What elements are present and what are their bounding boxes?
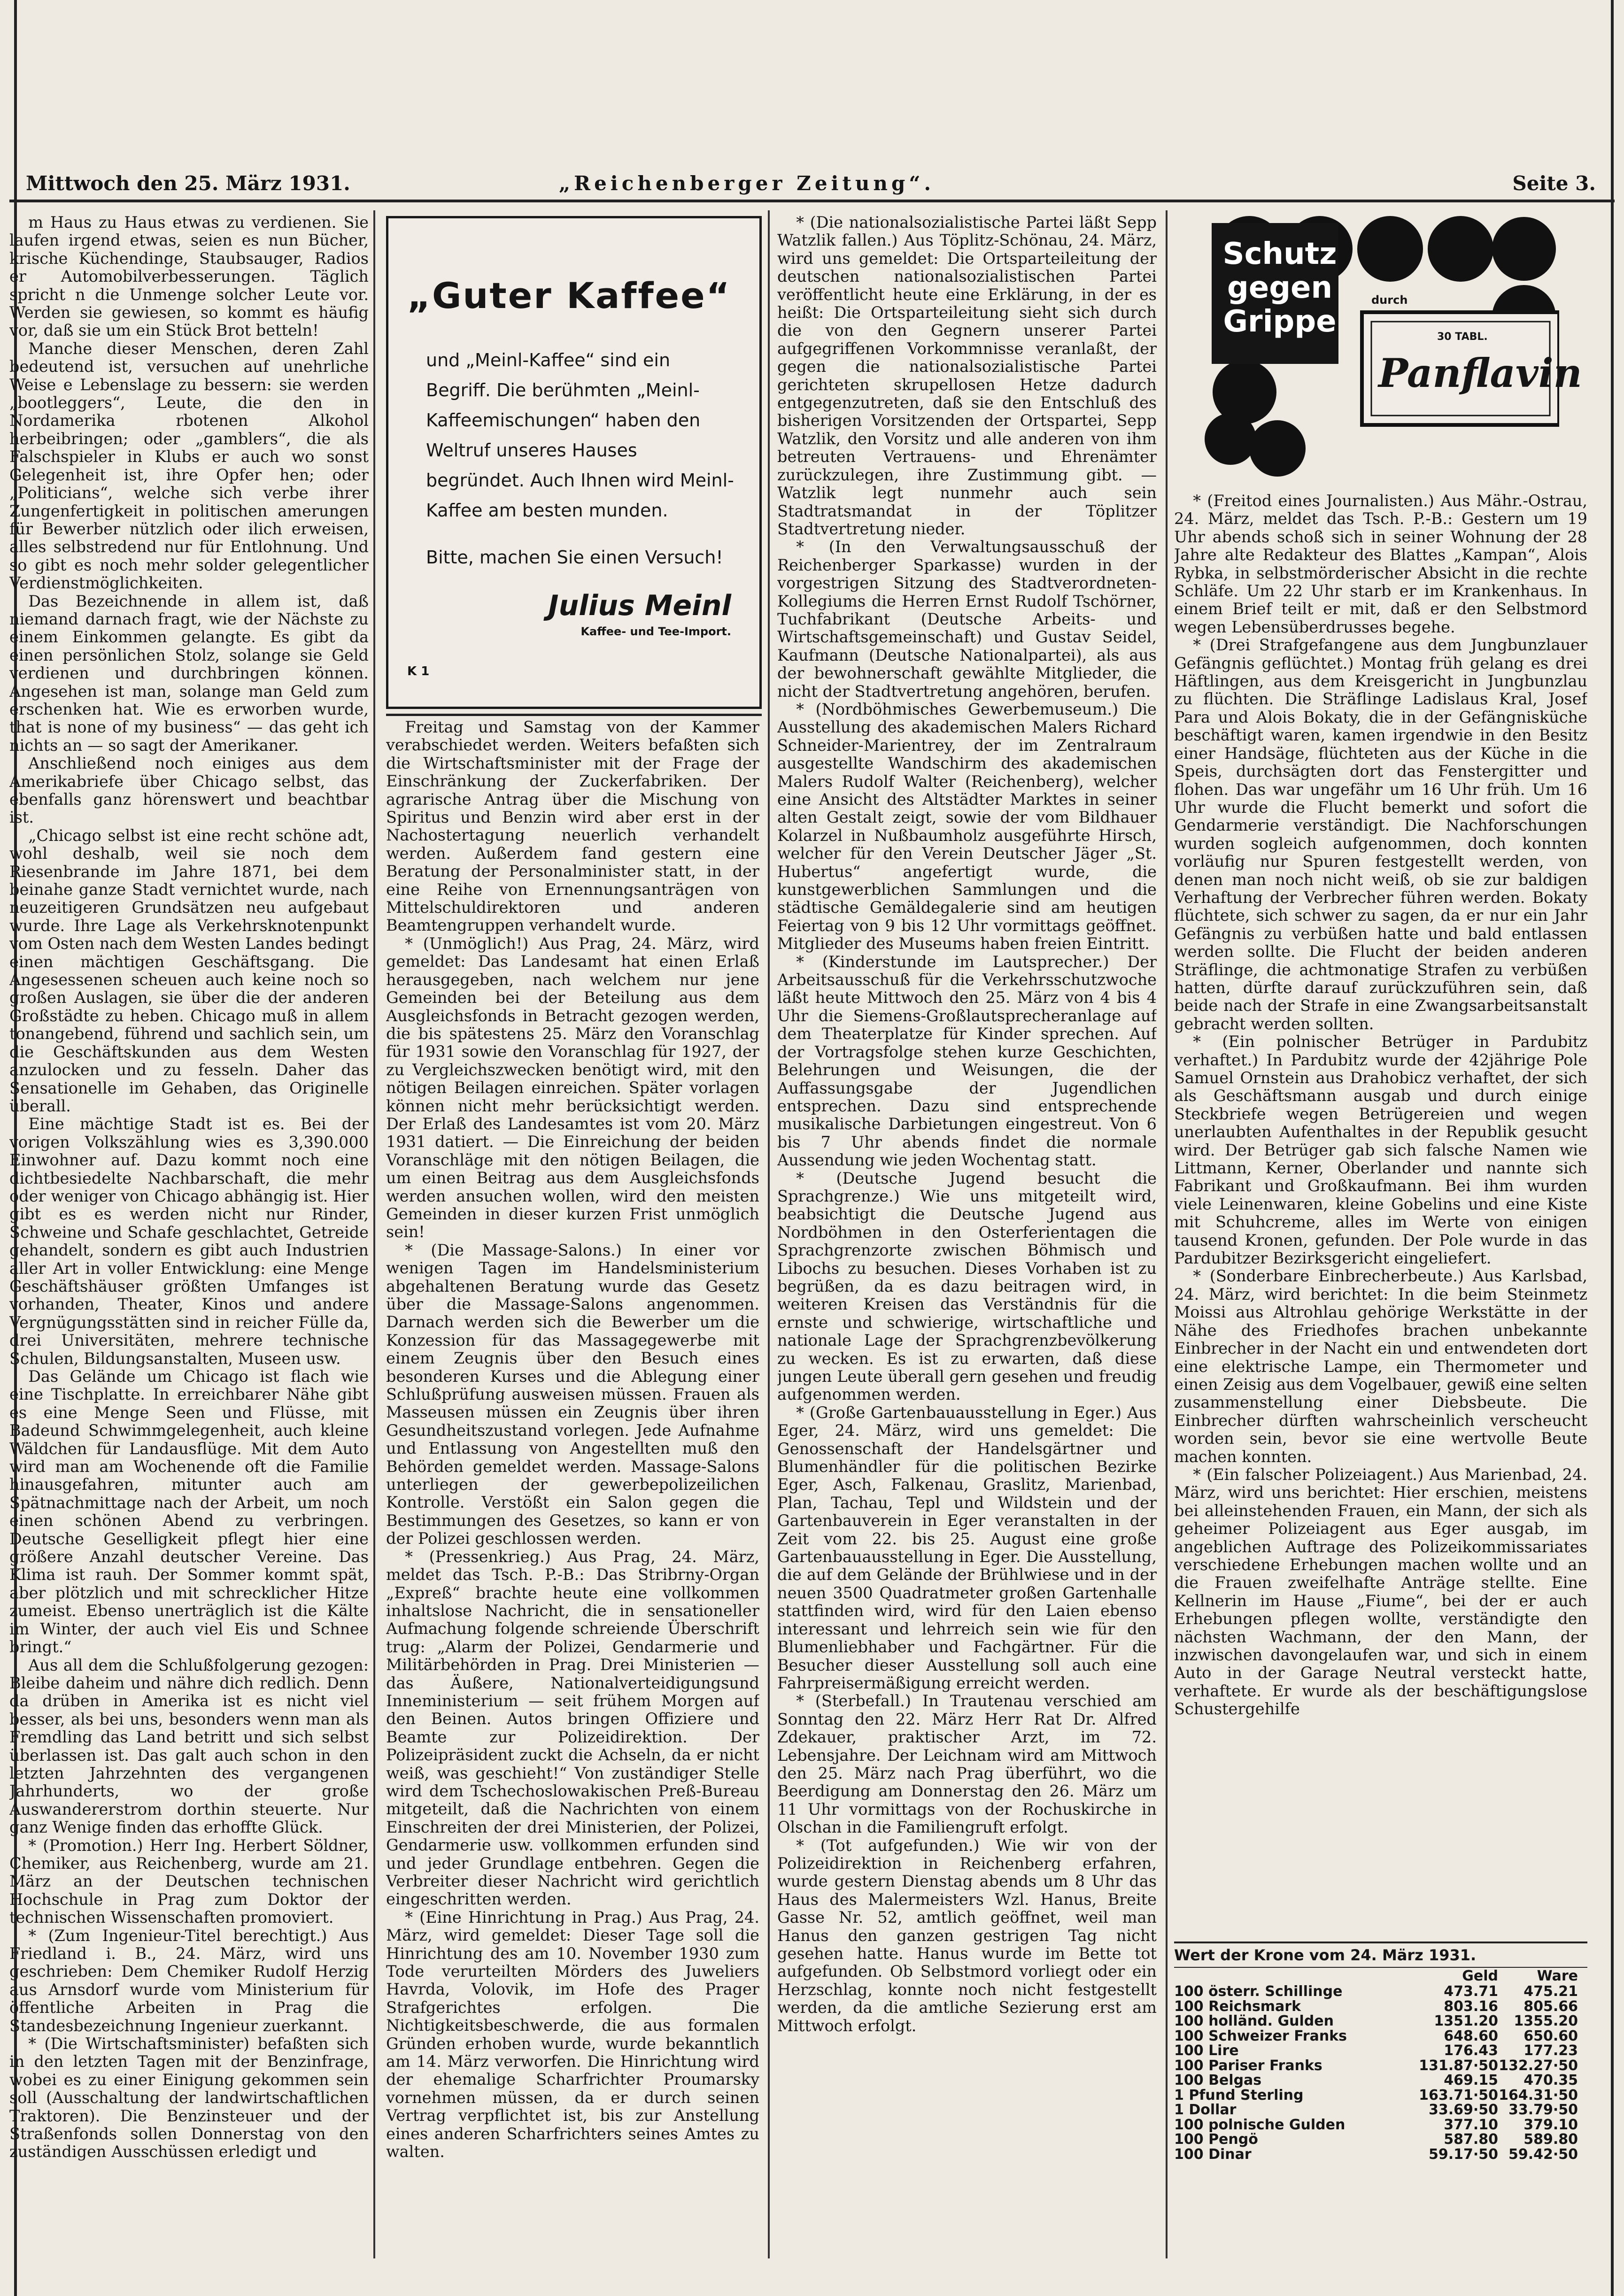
grippe-headline-line: Schutz <box>1222 237 1337 271</box>
column-3 <box>777 214 1157 2233</box>
col4-paragraph: * (Sonderbare Einbrecherbeute.) Aus Karlsbad, 24. März, wird berichtet: In die beim Steinmetz Moissi aus Altrohlau gehörige Werkstätte in der Nähe des Friedhofes brachen unbekannte Einbrecher in der Nacht ein und entwendeten dort eine elektrische Lampe, ein Thermometer und einen Zeisig aus dem Vogelbauer, gewiß eine selten zusammenstellung einer Diebsbeute. Die Einbrecher dürften wahrscheinlich verscheucht worden sein, bevor sie eine wertvolle Beute machen konnten. <box>1174 1267 1587 1466</box>
right-margin-rule <box>1611 0 1614 2296</box>
col3-paragraph: * (Tot aufgefunden.) Wie wir von der Polizeidirektion in Reichenberg erfahren, wurde gestern Dienstag abends um 8 Uhr das Haus des Malermeisters Wzl. Hanus, Breite Gasse Nr. 52, amtlich geöffnet, weil man Hanus den ganzen gestrigen Tag nicht gesehen hatte. Hanus wurde im Bette tot aufgefunden. Ob Selbstmord vorliegt oder ein Herzschlag, konnte noch nicht festgestellt werden, da die amtliche Sezierung erst am Mittwoch erfolgt. <box>777 1836 1157 2035</box>
grippe-headline-line: gegen <box>1227 270 1332 305</box>
col4-paragraph: * (Ein falscher Polizeiagent.) Aus Marienbad, 24. März, wird uns berichtet: Hier erschien, meistens bei alleinstehenden Frauen, ein Mann, der sich als geheimer Polizeiagent aus Eger ausgab, im angeblichen Auftrage des Polizeikommissariates verschiedene Erhebungen machen wollte und an die Frauen zweifelhafte Anträge stellte. Eine Kellnerin im Hause „Fiume“, bei der er auch Erhebungen pflegen wollte, verständigte den nächsten Wachmann, der den Mann, der inzwischen davongelaufen war, und sich in einem Auto in der Garage Neutral versteckt hatte, verhaftete. Er wurde als der beschäftigungslose Schustergehilfe <box>1174 1465 1587 1718</box>
ware-value: 475.21 <box>1523 1983 1578 2000</box>
col1-paragraph: * (Die Wirtschaftsminister) befaßten sich in den letzten Tagen mit der Benzinfrage, wobei es zu einer Einigung gekommen sein soll (Ausschaltung der landwirtschaftlichen Traktoren). Die Benzinsteuer und der Straßenfonds sollen Donnerstag von den zuständigen Ausschüssen erledigt und <box>9 2034 369 2161</box>
masthead-page: Seite 3. <box>1512 172 1596 195</box>
exchange-rate-row <box>1174 2088 1587 2103</box>
column-4 <box>1174 492 1587 1929</box>
currency-label: 1 Dollar <box>1174 2103 1237 2118</box>
ware-value: 132.27·50 <box>1499 2057 1578 2074</box>
col1-paragraph: m Haus zu Haus etwas zu verdienen. Sie laufen irgend etwas, seien es nun Bücher, krische Küchendinge, Staubsauger, Radios er Automobilverbesserungen. Täglich spricht n die Unmenge solcher Leute vor. Werden sie gewiesen, so kommt es häufig vor, daß sie um ein Stück Brot betteln! <box>9 214 369 340</box>
col1-paragraph: Das Gelände um Chicago ist flach wie eine Tischplatte. In erreichbarer Nähe gibt es eine Menge Seen und Flüsse, mit Badeund Schwimmgelegenheit, auch kleine Wäldchen für Landausflüge. Mit dem Auto wird man am Wochenende oft die Familie hinausgefahren, mitunter auch am Spätnachmittage nach der Arbeit, um noch einen schönen Abend zu verbringen. Deutsche Geselligkeit pflegt hier eine größere Anzahl deutscher Vereine. Das Klima ist rauh. Der Sommer kommt spät, aber plötzlich und mit schrecklicher Hitze zumeist. Ebenso unerträglich ist die Kälte im Winter, der auch viel Eis und Schnee bringt.“ <box>9 1367 369 1657</box>
col3-paragraph: * (Deutsche Jugend besucht die Sprachgrenze.) Wie uns mitgeteilt wird, beabsichtigt die Deutsche Jugend aus Nordböhmen in den Osterferientagen die Sprachgrenzorte zwischen Böhmisch und Libochs zu besuchen. Dieses Vorhaben ist zu begrüßen, da es dazu beitragen wird, in weiteren Kreisen das Verständnis für die ernste und schwierige, wirtschaftliche und nationale Lage der Sprachgrenzbevölkerung zu wecken. Es ist zu erwarten, daß diese jungen Leute überall gern gesehen und freudig aufgenommen werden. <box>777 1169 1157 1404</box>
kaffee-signature: Julius Meinl <box>548 589 731 622</box>
col1-paragraph: * (Promotion.) Herr Ing. Herbert Söldner, Chemiker, aus Reichenberg, wurde am 21. März an der Deutschen technischen Hochschule in Prag zum Doktor der technischen Wissenschaften promoviert. <box>9 1836 369 1927</box>
currency-label: 100 Lire <box>1174 2043 1239 2058</box>
masthead <box>0 168 1624 201</box>
ware-header: Ware <box>1537 1968 1578 1984</box>
column-2 <box>386 718 759 2240</box>
ware-value: 379.10 <box>1523 2116 1578 2133</box>
panflavin-durch: durch <box>1371 293 1408 307</box>
col1-paragraph: „Chicago selbst ist eine recht schöne adt, wohl deshalb, weil sie noch dem Riesenbrande im Jahre 1871, bei dem beinahe ganze Stadt vernichtet wurde, nach neuzeitigeren Grundsätzen neu aufgebaut wurde. Ihre Lage als Verkehrsknotenpunkt vom Osten nach dem Westen Landes bedingt einen mächtigen Geschäftsgang. Die Angesessenen scheuen auch keine noch so großen Auslagen, sie über die der anderen Großstädte zu heben. Chicago muß in allem tonangebend, führend und sachlich sein, um die Geschäftskunden aus dem Westen anzulocken und zu fesseln. Daher das Sensationelle im Gehaben, das Originelle überall. <box>9 826 369 1115</box>
currency-label: 1 Pfund Sterling <box>1174 2088 1304 2103</box>
exchange-rate-header <box>1174 1968 1587 1984</box>
column-rule-1 <box>373 210 375 2258</box>
exchange-rate-row <box>1174 2043 1587 2058</box>
geld-value: 59.17·50 <box>1428 2146 1498 2163</box>
geld-header: Geld <box>1462 1968 1498 1984</box>
panflavin-brand: Panflavin <box>1378 350 1582 396</box>
column-rule-3 <box>1166 210 1168 2258</box>
ware-value: 33.79·50 <box>1508 2102 1578 2118</box>
col2-paragraph: * (Eine Hinrichtung in Prag.) Aus Prag, 24. März, wird gemeldet: Dieser Tage soll die Hinrichtung des am 10. November 1930 zum Tode verurteilten Mörders des Juweliers Havrda, Volovik, im Hofe des Prager Strafgerichtes erfolgen. Die Nichtigkeitsbeschwerde, die aus formalen Gründen erhoben wurde, wurde bekanntlich am 14. März verworfen. Die Hinrichtung wird der ehemalige Scharfrichter Proumarsky vornehmen müssen, da er durch seinen Vertrag verpflichtet ist, bis zur Anstellung eines anderen Scharfrichters seines Amtes zu walten. <box>386 1908 759 2161</box>
currency-label: 100 holländ. Gulden <box>1174 2014 1334 2029</box>
grippe-headline <box>1221 237 1338 339</box>
meinl-kaffee-ad <box>386 216 762 709</box>
column-1 <box>9 214 369 2233</box>
geld-value: 131.87·50 <box>1419 2057 1498 2074</box>
kaffee-body: und „Meinl-Kaffee“ sind ein Begriff. Die berühmten „Meinl-Kaffeemischungen“ haben den Weltruf unseres Hauses begründet. Auch Ihnen wird Meinl-Kaffee am besten munden. <box>426 350 734 521</box>
col3-paragraph: * (Große Gartenbauausstellung in Eger.) Aus Eger, 24. März, wird uns gemeldet: Die Genossenschaft der Handelsgärtner und Blumenhändler für die politischen Bezirke Eger, Asch, Falkenau, Graslitz, Marienbad, Plan, Tachau, Tepl und Wildstein und der Gartenbauverein in Eger veranstalten in der Zeit vom 22. bis 25. August eine große Gartenbauausstellung in Eger. Die Ausstellung, die auf dem Gelände der Brühlwiese und in der neuen 3500 Quadratmeter großen Gartenhalle stattfinden wird, wird für den Laien ebenso interessant und lehrreich sein wie für den Blumenliebhaber und Fachgärtner. Für die Besucher dieser Ausstellung soll auch eine Fahrpreisermäßigung erreicht werden. <box>777 1403 1157 1692</box>
col1-paragraph: Das Bezeichnende in allem ist, daß niemand darnach fragt, wie der Nächste zu einem Einkommen gelangte. Es gibt da einen persönlichen Stolz, solange sie Geld verdienen und durchbringen können. Angesehen ist man, solange man Geld zum erschenken hat. Wie es erworben wurde, that is none of my business“ — das geht ich nichts an — so sagt der Amerikaner. <box>9 592 369 755</box>
exchange-rate-row <box>1174 2058 1587 2073</box>
col2-paragraph: * (Pressenkrieg.) Aus Prag, 24. März, meldet das Tsch. P.-B.: Das Stribrny-Organ „Expreß“ brachte heute eine vollkommen inhaltslose Nachricht, die in sensationeller Aufmachung folgende schreiende Überschrift trug: „Alarm der Polizei, Gendarmerie und Militärbehörden in Prag. Drei Ministerien — das Äußere, Nationalverteidigungsund Inneministerium — seit frühem Morgen auf den Beinen. Autos bringen Offiziere und Beamte zur Polizeidirektion. Der Polizeipräsident zuckt die Achseln, da er nicht weiß, was geschieht!“ Von zuständiger Stelle wird dem Tschechoslowakischen Preß-Bureau mitgeteilt, daß die Nachrichten von einem Einschreiten der drei Ministerien, der Polizei, Gendarmerie usw. vollkommen erfunden sind und jeder Grundlage entbehren. Gegen die Verbreiter dieser Nachricht wird gerichtlich eingeschritten werden. <box>386 1547 759 1909</box>
exchange-rate-table <box>1174 1942 1587 2162</box>
geld-value: 163.71·50 <box>1419 2087 1498 2103</box>
column-rule-2 <box>768 210 770 2258</box>
col4-paragraph: * (Drei Strafgefangene aus dem Jungbunzlauer Gefängnis geflüchtet.) Montag früh gelang es drei Häftlingen, aus dem Kreisgericht in Jungbunzlau zu flüchten. Die Sträflinge Ladislaus Kral, Josef Para und Alois Bokaty, die in der Gefängnisküche beschäftigt waren, kamen irgendwie in den Besitz einer Handsäge, flüchteten aus der Küche in die Speis, durchsägten dort das Fenstergitter und flohen. Das war ungefähr um 16 Uhr früh. Um 16 Uhr wurde die Flucht bemerkt und sofort die Gendarmerie verständigt. Die Nachforschungen wurden sogleich aufgenommen, doch konnten vorläufig nur Spuren festgestellt werden, von denen man noch nicht weiß, ob sie zur baldigen Verhaftung der Verbrecher führen werden. Bokaty flüchtete, sich schwer zu sagen, da er nur ein Jahr Gefängnis zu verbüßen hatte und bald entlassen werden sollte. Die Flucht der beiden anderen Sträflinge, die achtmonatige Strafen zu verbüßen hatten, dürfte darauf zurückzuführen sein, daß beide nach der Strafe in eine Zwangsarbeitsanstalt gebracht werden sollten. <box>1174 636 1587 1033</box>
currency-label: 100 Reichsmark <box>1174 1999 1301 2014</box>
kaffee-signature-sub: Kaffee- und Tee-Import. <box>580 625 731 638</box>
geld-value: 803.16 <box>1444 1998 1498 2015</box>
col3-paragraph: * (Die nationalsozialistische Partei läßt Sepp Watzlik fallen.) Aus Töplitz-Schönau, 24. März, wird uns gemeldet: Die Ortsparteileitung der deutschen nationalsozialistischen Partei veröffentlicht heute eine Erklärung, in der es heißt: Die Ortsparteileitung sieht sich durch die von den Gegnern unserer Partei aufgegriffenen Vorkommnisse veranlaßt, der gegen die nationalsozialistische Partei gerichteten skrupellosen Hetze dadurch entgegenzutreten, daß sie den Entschluß des bisherigen Vorsitzenden der Ortspartei, Sepp Watzlik, den Vorsitz und alle anderen von ihm betreuten Vertrauens- und Ehrenämter zurückzulegen, ihre Zustimmung gibt. — Watzlik legt nunmehr auch sein Stadtratsmandat in der Töplitzer Stadtvertretung nieder. <box>777 214 1157 538</box>
exchange-rate-row <box>1174 2073 1587 2088</box>
ware-value: 177.23 <box>1523 2042 1578 2059</box>
grippe-headline-line: Grippe <box>1223 304 1337 339</box>
exchange-rate-row <box>1174 2029 1587 2044</box>
currency-label: 100 österr. Schillinge <box>1174 1984 1343 1999</box>
col3-paragraph: * (Kinderstunde im Lautsprecher.) Der Arbeitsausschuß für die Verkehrsschutzwoche läßt heute Mittwoch den 25. März von 4 bis 4 Uhr die Siemens-Großlautsprecheranlage auf dem Theaterplatze für Kinder sprechen. Auf der Vortragsfolge stehen kurze Geschichten, Belehrungen und Weisungen, die der Auffassungsgabe der Jugendlichen entsprechen. Dazu sind entsprechende musikalische Darbietungen eingestreut. Von 6 bis 7 Uhr abends findet die normale Aussendung wie jeden Wochentag statt. <box>777 952 1157 1170</box>
exchange-rate-row <box>1174 2132 1587 2147</box>
ware-value: 1355.20 <box>1514 2013 1578 2029</box>
masthead-rule <box>9 200 1615 202</box>
ware-value: 470.35 <box>1523 2072 1578 2088</box>
exchange-rate-title: Wert der Krone vom 24. März 1931. <box>1174 1942 1587 1968</box>
kaffee-cta: Bitte, machen Sie einen Versuch! <box>426 547 723 568</box>
masthead-title: „Reichenberger Zeitung“. <box>559 172 935 195</box>
currency-label: 100 Schweizer Franks <box>1174 2028 1347 2043</box>
exchange-rate-row <box>1174 2118 1587 2133</box>
col1-paragraph: Anschließend noch einiges aus dem Amerikabriefe über Chicago selbst, das ebenfalls ganz hörenswert und beachtbar ist. <box>9 754 369 827</box>
ware-value: 805.66 <box>1523 1998 1578 2015</box>
kaffee-headline: „Guter Kaffee“ <box>407 275 731 316</box>
col1-paragraph: Aus all dem die Schlußfolgerung gezogen: Bleibe daheim und nähre dich redlich. Denn da drüben in Amerika ist es nicht viel besser, als bei uns, besonders wenn man als Fremdling das Land betritt und sich selbst überlassen ist. Das galt auch schon in den letzten Jahrzehnten des vergangenen Jahrhunderts, wo der große Auswandererstrom dorthin steuerte. Nur ganz Wenige finden das erhoffte Glück. <box>9 1656 369 1837</box>
ad-bottom-rule <box>386 714 762 716</box>
ware-value: 650.60 <box>1523 2027 1578 2044</box>
exchange-rate-row <box>1174 2014 1587 2029</box>
col4-paragraph: * (Ein polnischer Betrüger in Pardubitz verhaftet.) In Pardubitz wurde der 42jährige Pole Samuel Ornstein aus Drahobicz verhaftet, der sich als Geschäftsmann ausgab und durch einige Steckbriefe wegen Betrügereien und wegen unerlaubten Aufenthaltes in der Republik gesucht wird. Der Betrüger gab sich falsche Namen wie Littmann, Kerner, Oberlander und nannte sich Fabrikant und Großkaufmann. Bei ihm wurden viele Leinenwaren, kleine Gobelins und eine Kiste mit Schuhcreme, alles im Werte von einigen tausend Kronen, gefunden. Der Pole wurde in das Pardubitzer Bezirksgericht eingeliefert. <box>1174 1032 1587 1268</box>
masthead-date: Mittwoch den 25. März 1931. <box>26 172 350 195</box>
currency-label: 100 polnische Gulden <box>1174 2117 1346 2132</box>
geld-value: 33.69·50 <box>1428 2102 1498 2118</box>
col2-paragraph: * (Die Massage-Salons.) In einer vor wenigen Tagen im Handelsministerium abgehaltenen Beratung wurde das Gesetz über die Massage-Salons angenommen. Darnach werden sich die Bewerber um die Konzession für das Massagegewerbe mit einem Zeugnis über den Besuch eines besonderen Kurses und die Ablegung einer Schlußprüfung ausweisen müssen. Frauen als Masseusen müssen ein Zeugnis über ihren Gesundheitszustand vorlegen. Jede Aufnahme und Entlassung von Angestellten muß den Behörden gemeldet werden. Massage-Salons unterliegen der gewerbepolizeilichen Kontrolle. Verstößt ein Salon gegen die Bestimmungen des Gesetzes, so kann er von der Polizei geschlossen werden. <box>386 1240 759 1548</box>
exchange-rate-row <box>1174 2147 1587 2162</box>
geld-value: 473.71 <box>1444 1983 1498 2000</box>
currency-label: 100 Belgas <box>1174 2073 1262 2088</box>
col2-paragraph: Freitag und Samstag von der Kammer verabschiedet werden. Weiters befaßten sich die Wirtschaftsminister mit der Frage der Einschränkung der Zuckerfabriken. Der agrarische Antrag über die Mischung von Spiritus und Benzin wird aber erst in der Nachostertagung neuerlich verhandelt werden. Außerdem fand gestern eine Beratung der Personalminister statt, in der eine Reihe von Ernennungsanträgen von Mittelschuldirektoren und anderen Beamtengruppen verhandelt wurde. <box>386 718 759 935</box>
currency-label: 100 Pariser Franks <box>1174 2058 1322 2073</box>
col3-paragraph: * (In den Verwaltungsausschuß der Reichenberger Sparkasse) wurden in der vorgestrigen Sitzung des Stadtverordneten-Kollegiums die Herren Ernst Rudolf Tschörner, Tuchfabrikant (Deutsche Arbeits- und Wirtschaftsgemeinschaft) und Gustav Seidel, Kaufmann (Deutsche Nationalpartei), als aus der bewohnerschaft gewählte Mitglieder, die nicht der Stadtvertretung angehören, berufen. <box>777 538 1157 701</box>
geld-value: 377.10 <box>1444 2116 1498 2133</box>
geld-value: 1351.20 <box>1434 2013 1498 2029</box>
col1-paragraph: * (Zum Ingenieur-Titel berechtigt.) Aus Friedland i. B., 24. März, wird uns geschrieben: Dem Chemiker Rudolf Herzig aus Arnsdorf wurde vom Ministerium für öffentliche Arbeiten in Prag die Standesbezeichnung Ingenieur zuerkannt. <box>9 1926 369 2035</box>
ware-value: 164.31·50 <box>1499 2087 1578 2103</box>
panflavin-ad <box>1193 214 1582 481</box>
currency-label: 100 Pengö <box>1174 2132 1258 2147</box>
col2-paragraph: * (Unmöglich!) Aus Prag, 24. März, wird gemeldet: Das Landesamt hat einen Erlaß herausgegeben, nach welchem nur jene Gemeinden bei der Beteilung aus dem Ausgleichsfonds in Betracht gezogen werden, die bis spätestens 25. März den Voranschlag für 1931 sowie den Voranschlag für 1927, der zu Vergleichszwecken benötigt wird, mit den nötigen Beilagen einreichen. Später vorlagen können nicht mehr berücksichtigt werden. Der Erlaß des Landesamtes ist vom 20. März 1931 datiert. — Die Einreichung der beiden Voranschläge mit den nötigen Beilagen, die um einen Beitrag aus dem Ausgleichsfonds werden ansuchen wollen, wird den meisten Gemeinden in dieser kurzen Frist unmöglich sein! <box>386 934 759 1241</box>
exchange-rate-row <box>1174 1984 1587 1999</box>
kaffee-ad-code: K 1 <box>407 664 430 678</box>
exchange-rate-row <box>1174 2103 1587 2118</box>
col4-paragraph: * (Freitod eines Journalisten.) Aus Mähr.-Ostrau, 24. März, meldet das Tsch. P.-B.: Gestern um 19 Uhr abends schoß sich in seiner Wohnung der 28 Jahre alte Redakteur des Blattes „Kampan“, Alois Rybka, in selbstmörderischer Absicht in die rechte Schläfe. Um 22 Uhr starb er im Krankenhaus. In einem Brief teilt er mit, daß er den Selbstmord wegen Lebensüberdrusses begehe. <box>1174 492 1587 636</box>
ware-value: 589.80 <box>1523 2131 1578 2148</box>
currency-label: 100 Dinar <box>1174 2147 1252 2162</box>
exchange-rate-rows <box>1174 1984 1587 2162</box>
geld-value: 648.60 <box>1444 2027 1498 2044</box>
geld-value: 469.15 <box>1444 2072 1498 2088</box>
panflavin-count: 30 TABL. <box>1437 331 1488 343</box>
exchange-rate-row <box>1174 1999 1587 2014</box>
col3-paragraph: * (Sterbefall.) In Trautenau verschied am Sonntag den 22. März Herr Rat Dr. Alfred Zdekauer, praktischer Arzt, im 72. Lebensjahre. Der Leichnam wird am Mittwoch den 25. März nach Prag überführt, wo die Beerdigung am Donnerstag den 26. März um 11 Uhr vormittags von der Rochuskirche in Olschan in die Familiengruft erfolgt. <box>777 1692 1157 1837</box>
geld-value: 176.43 <box>1444 2042 1498 2059</box>
geld-value: 587.80 <box>1444 2131 1498 2148</box>
ware-value: 59.42·50 <box>1508 2146 1578 2163</box>
col3-paragraph: * (Nordböhmisches Gewerbemuseum.) Die Ausstellung des akademischen Malers Richard Schneider-Marientrey, der im Zentralraum ausgestellte Wandschirm des akademischen Malers Rudolf Walter (Reichenberg), welcher eine Ansicht des Altstädter Marktes in seiner alten Gestalt zeigt, sowie der vom Bildhauer Kolarzel in Nußbaumholz ausgeführte Hirsch, welcher für den Verein Deutscher Jäger „St. Hubertus“ angefertigt wurde, die kunstgewerblichen Sammlungen und die städtische Gemäldegalerie sind am heutigen Feiertag von 9 bis 12 Uhr vormittags geöffnet. Mitglieder des Museums haben freien Eintritt. <box>777 700 1157 953</box>
col1-paragraph: Manche dieser Menschen, deren Zahl bedeutend ist, versuchen auf unehrliche Weise e Lebenslage zu bessern: sie werden „bootleggers“, Leute, die den in Nordamerika rbotenen Alkohol herbeibringen; oder „gamblers“, die als Falschspieler in Klubs er auch wo sonst Gelegenheit ist, ihre Opfer hen; oder „Politicians“, welche sich verbe ihrer Zungenfertigkeit in politischen amerungen für Bewerber nützlich oder ilich erweisen, alles selbstredend nur für Entlohnung. Und so gibt es noch mehr solder gelegentlicher Verdienstmöglichkeiten. <box>9 339 369 593</box>
col1-paragraph: Eine mächtige Stadt ist es. Bei der vorigen Volkszählung wies es 3,390.000 Einwohner auf. Dazu kommt noch eine dichtbesiedelte Nachbarschaft, die mehr oder weniger von Chicago abhängig ist. Hier gibt es es werden nicht nur Rinder, Schweine und Schafe geschlachtet, Getreide gehandelt, sondern es gibt auch Industrien aller Art in voller Entwicklung: eine Menge Geschäftshäuser größten Umfanges ist vorhanden, Theater, Kinos und andere Vergnügungsstätten sind in reicher Fülle da, drei Universitäten, mehrere technische Schulen, Bildungsanstalten, Museen usw. <box>9 1115 369 1368</box>
